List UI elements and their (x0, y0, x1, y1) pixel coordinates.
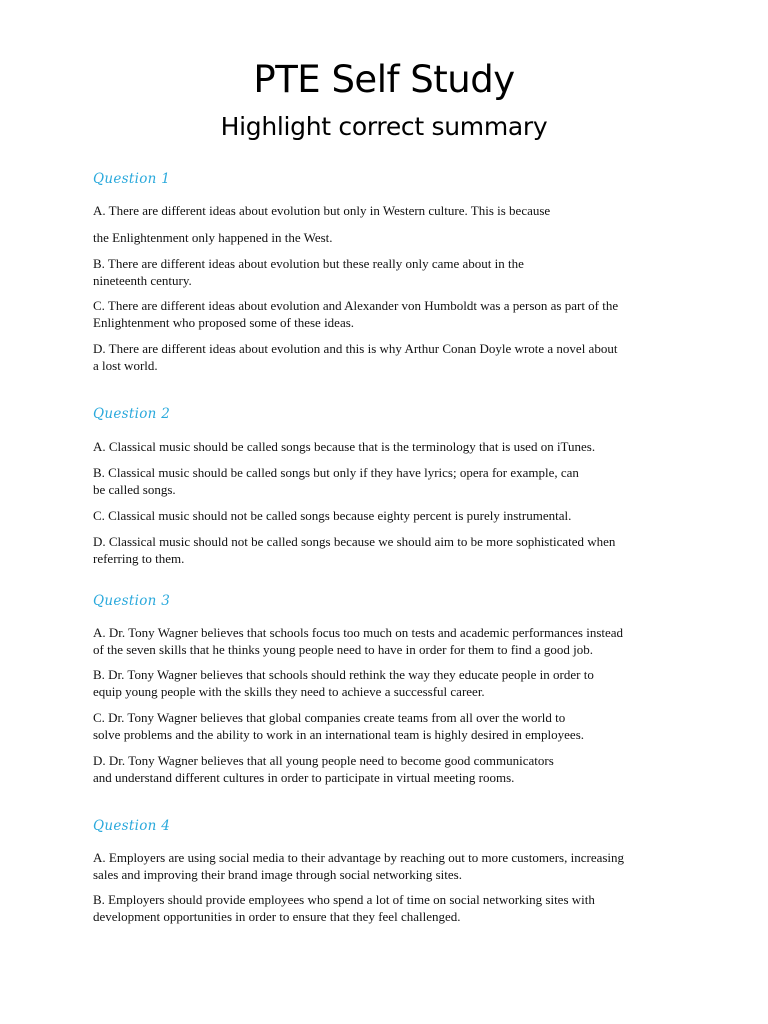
question-1-option-c: C. There are different ideas about evolution and Alexander von Humboldt was a person as part of the Enlightenment who proposed some of these ideas. (93, 298, 619, 330)
page-title: PTE Self Study (253, 58, 515, 101)
question-4-option-b: B. Employers should provide employees who spend a lot of time on social networking sites with development opportunities in order to ensure that they feel challenged. (93, 892, 595, 924)
question-1-option-a-continued: the Enlightenment only happened in the West. (93, 230, 333, 245)
question-2-option-a: A. Classical music should be called songs because that is the terminology that is used on iTunes. (93, 439, 596, 454)
question-3-option-b: B. Dr. Tony Wagner believes that schools should rethink the way they educate people in order to equip young people with the skills they need to achieve a successful career. (93, 667, 594, 699)
question-1-heading: Question 1 (93, 171, 171, 187)
question-3-heading: Question 3 (93, 593, 171, 609)
question-2-option-b: B. Classical music should be called songs but only if they have lyrics; opera for example, can be called songs. (93, 465, 579, 497)
question-1-option-a: A. There are different ideas about evolution but only in Western culture. This is because (93, 203, 551, 218)
question-4-heading: Question 4 (93, 818, 171, 834)
question-4-option-a: A. Employers are using social media to their advantage by reaching out to more customers, increasing sales and improving their brand image through social networking sites. (93, 850, 625, 882)
question-2-option-d: D. Classical music should not be called songs because we should aim to be more sophisticated when referring to them. (93, 534, 616, 566)
question-3-option-c: C. Dr. Tony Wagner believes that global companies create teams from all over the world to solve problems and the ability to work in an international team is highly desired in employees. (93, 710, 585, 742)
page-subtitle: Highlight correct summary (220, 112, 548, 141)
question-1-option-d: D. There are different ideas about evolution and this is why Arthur Conan Doyle wrote a novel about a lost world. (93, 341, 618, 373)
question-2-option-c: C. Classical music should not be called songs because eighty percent is purely instrumental. (93, 508, 572, 523)
question-1-option-b: B. There are different ideas about evolution but these really only came about in the nineteenth century. (93, 256, 524, 288)
question-3-option-a: A. Dr. Tony Wagner believes that schools focus too much on tests and academic performances instead of the seven skills that he thinks young people need to have in order for them to find a good job. (93, 625, 624, 657)
question-3-option-d: D. Dr. Tony Wagner believes that all young people need to become good communicators and understand different cultures in order to participate in virtual meeting rooms. (93, 753, 554, 785)
question-2-heading: Question 2 (93, 406, 171, 422)
